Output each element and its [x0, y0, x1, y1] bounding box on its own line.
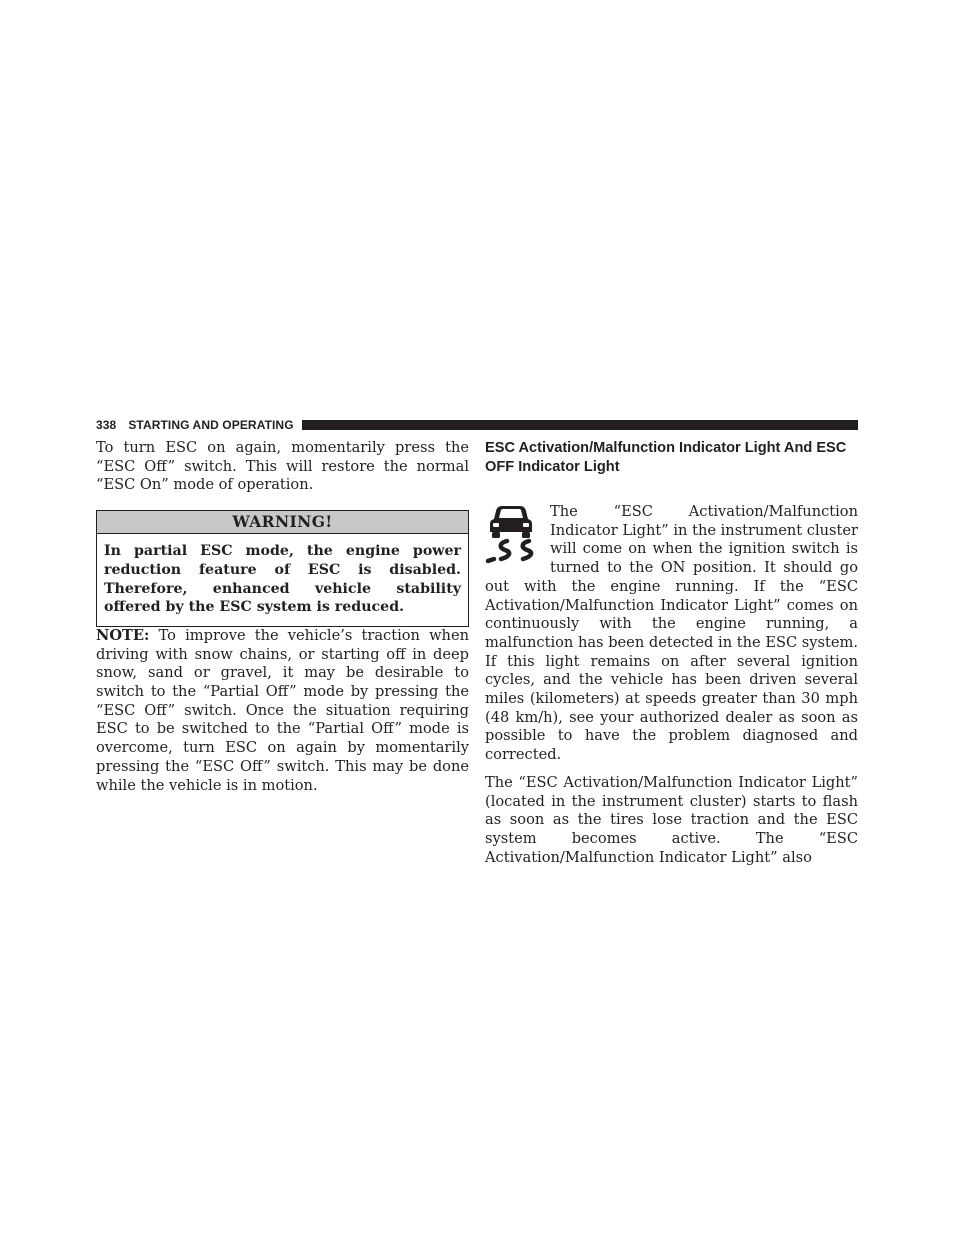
intro-paragraph: To turn ESC on again, momentarily press the “ESC Off” switch. This will restore the normal “ESC On” mode of operation.: [96, 439, 469, 494]
warning-box: [96, 510, 469, 627]
page-number: 338: [96, 417, 117, 432]
esc-skidding-car-icon: [485, 503, 537, 565]
indicator-paragraph-1: The “ESC Activation/Malfunction Indicator Light” in the instrument cluster will come on when the ignition switch is turned to the ON position. It should go out with the engine running. If the “ESC Activation/Malfunction Indicator Light” comes on continuously with the engine running, a malfunction has been detected in the ESC system. If this light remains on after several ignition cycles, and the vehicle has been driven several miles (kilometers) at speeds greater than 30 mph (48 km/h), see your authorized dealer as soon as possible to have the problem diagnosed and corrected.: [485, 503, 859, 764]
indicator-description: [485, 503, 858, 765]
section-title: STARTING AND OPERATING: [128, 417, 294, 432]
warning-title: WARNING!: [97, 511, 468, 534]
page-header: [96, 417, 858, 432]
note-text: To improve the vehicle’s traction when driving with snow chains, or starting off in deep snow, sand or gravel, it may be desirable to switch to the “Partial Off” mode by pressing the “ESC Off” switch. Once the situation requiring ESC to be switched to the “Partial Off” mode is overcome, turn ESC on again by momentarily pressing the “ESC Off” switch. This may be done while the vehicle is in motion.: [96, 626, 469, 794]
left-column: [96, 439, 469, 795]
section-heading: ESC Activation/Malfunction Indicator Light And ESC OFF Indicator Light: [485, 440, 847, 475]
warning-body: In partial ESC mode, the engine power reduction feature of ESC is disabled. Therefore, enhanced vehicle stability offered by the ESC system is reduced.: [104, 543, 461, 616]
note-paragraph: [96, 627, 469, 795]
header-rule: [302, 420, 858, 430]
indicator-paragraph-2: The “ESC Activation/Malfunction Indicator Light” (located in the instrument cluster) starts to flash as soon as the tires lose traction and the ESC system becomes active. The “ESC Activation/Malfunction Indicator Light” also: [485, 773, 858, 866]
note-label: NOTE:: [96, 626, 150, 644]
right-column: [485, 439, 858, 867]
